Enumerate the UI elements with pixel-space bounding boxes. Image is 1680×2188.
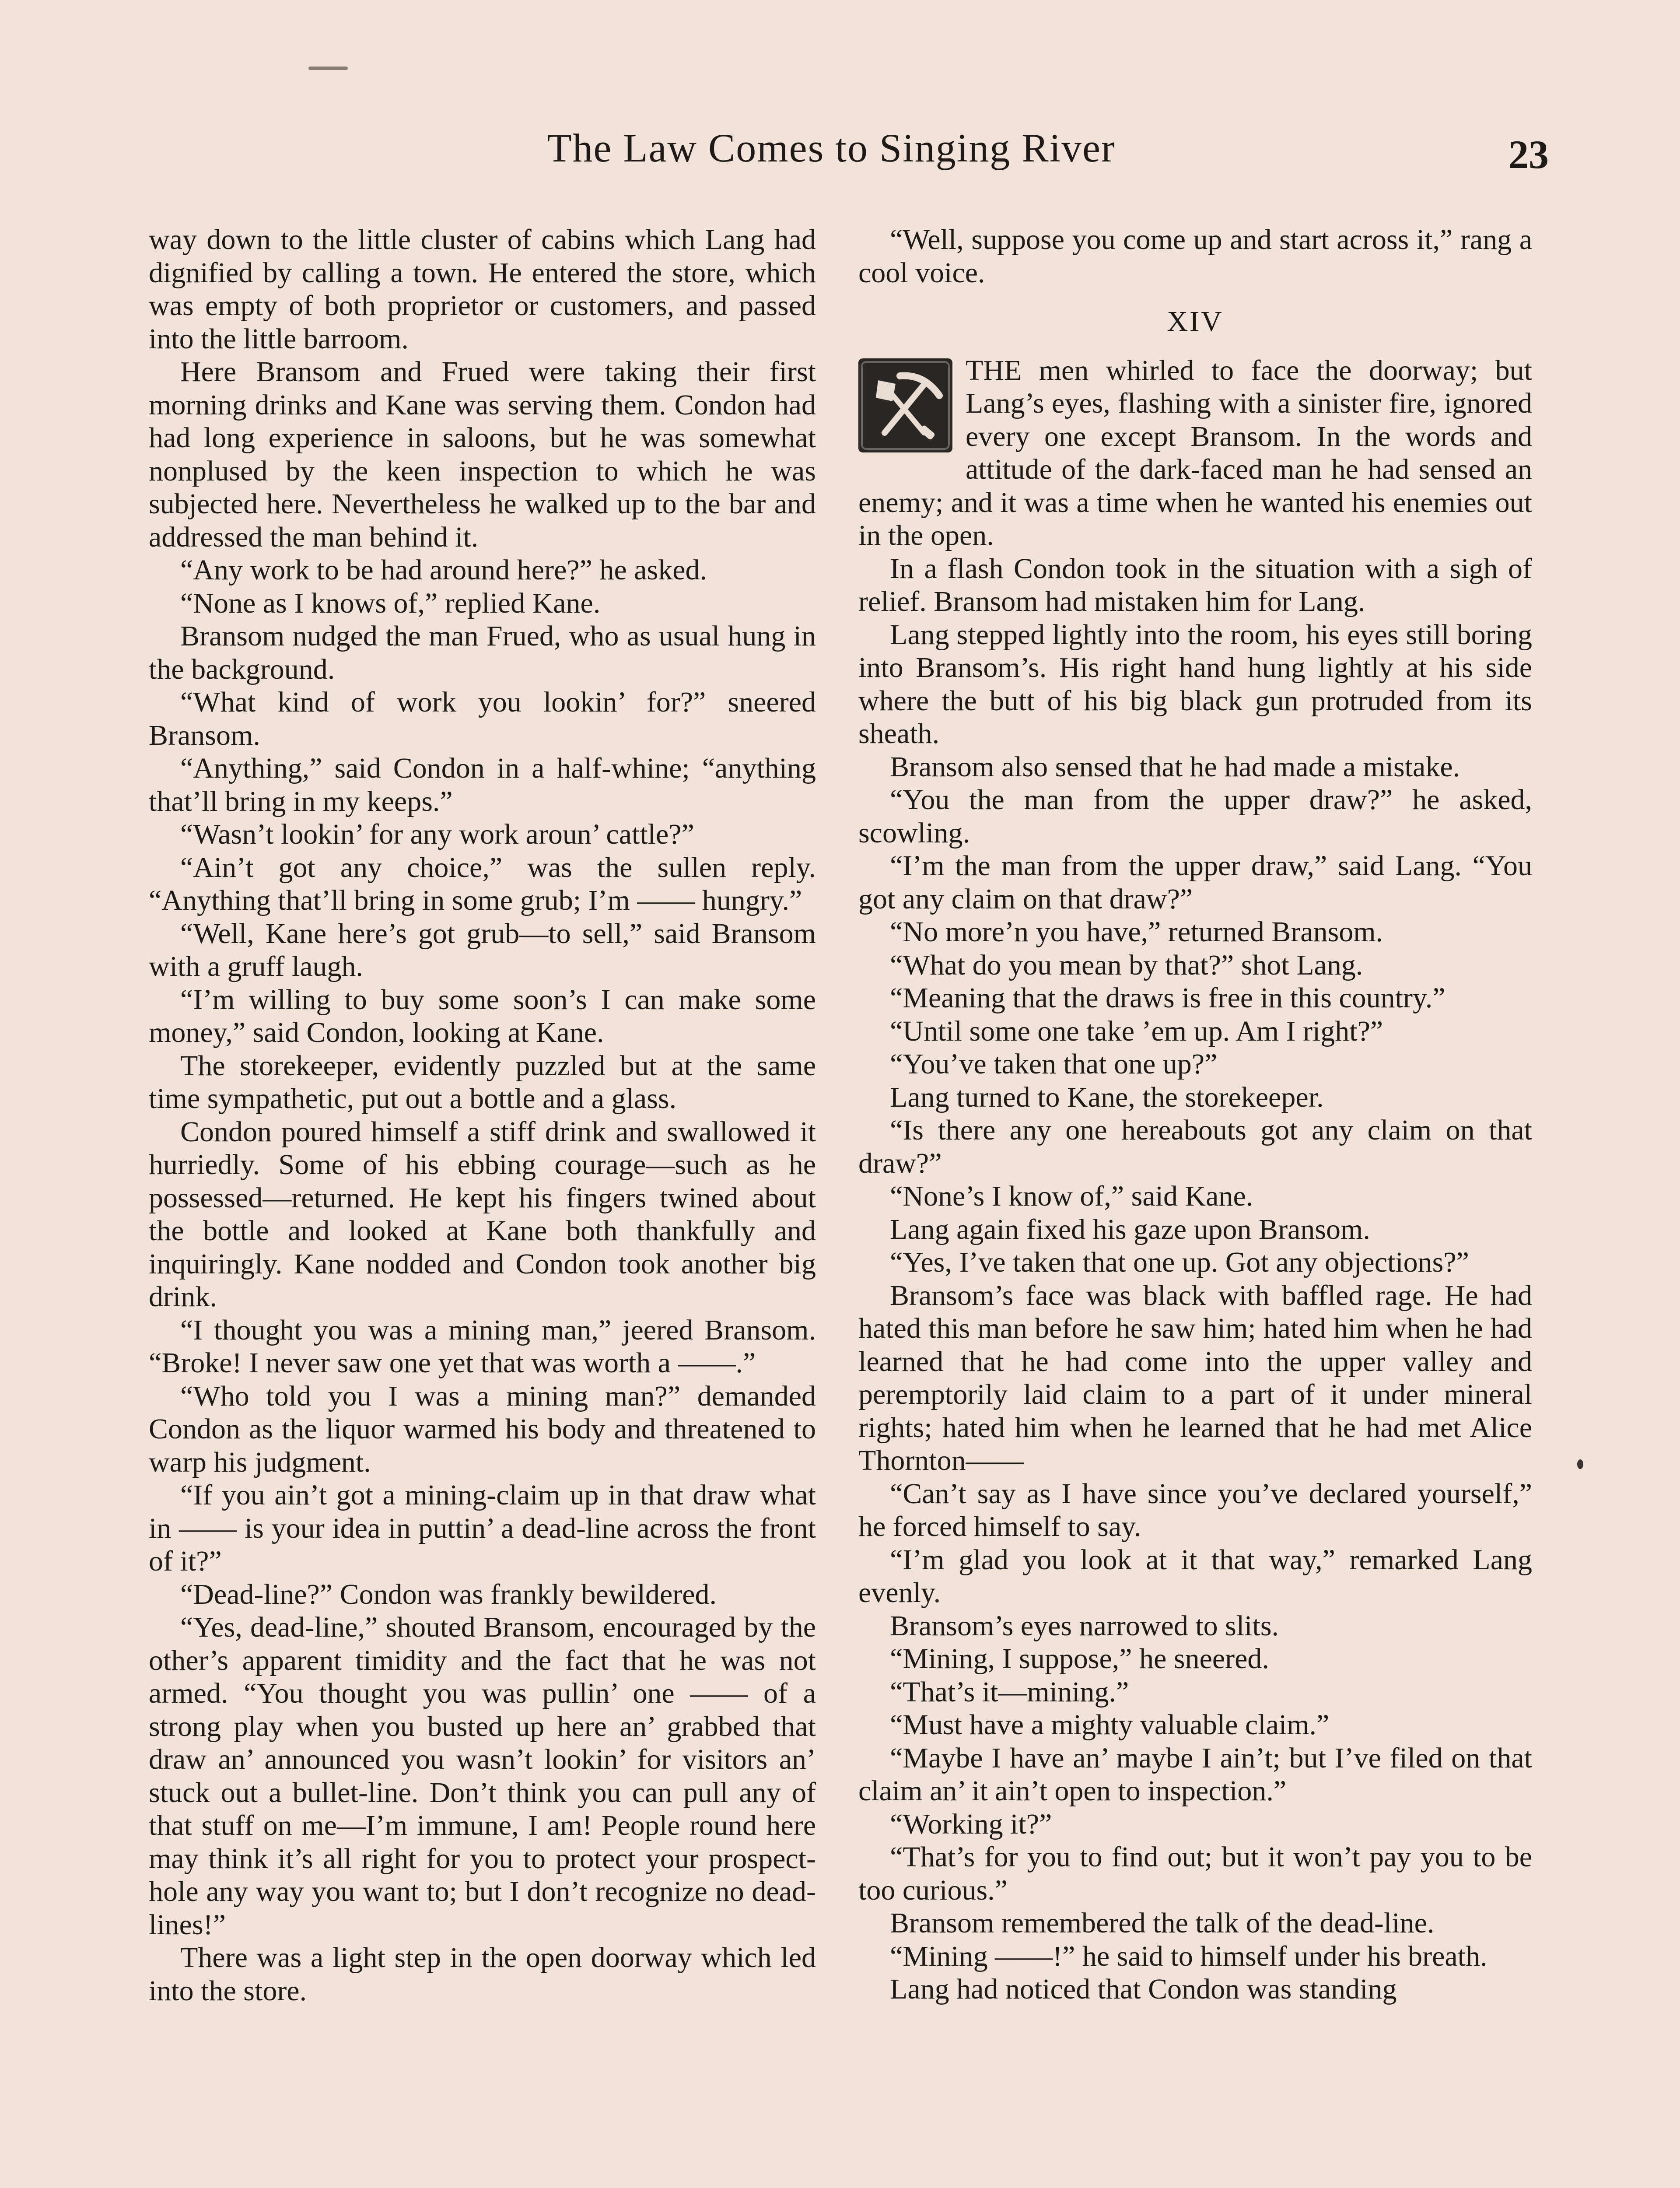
paragraph: Lang again fixed his gaze upon Bransom. [890,1213,1370,1245]
paragraph: “No more’n you have,” returned Bransom. [890,916,1383,948]
paragraph: Bransom’s eyes narrowed to slits. [890,1609,1279,1642]
paragraph: “If you ain’t got a mining-claim up in that draw what in —— is your idea in puttin’ a dead-line across the front of it?” [149,1479,816,1577]
paragraph: “Yes, I’ve taken that one up. Got any objections?” [890,1246,1469,1278]
paragraph: “Yes, dead-line,” shouted Bransom, encouraged by the other’s apparent timidity and the fact that he was not armed. “You thought you was pullin’ one —— of a strong play when you busted up here an’ grabbed that draw an’ announced you wasn’t lookin’ for visitors an’ stuck out a bullet-line. Don’t think you can pull any of that stuff on me—I’m immune, I am! People round here may think it’s all right for you to protect your prospect-hole any way you want to; but I don’t recognize no dead-lines!” [149,1611,816,1941]
paragraph: “Dead-line?” Condon was frankly bewildered. [180,1578,717,1610]
paragraph: Bransom remembered the talk of the dead-line. [890,1907,1435,1939]
print-speck [308,67,348,70]
paragraph: Lang stepped lightly into the room, his eyes still boring into Bransom’s. His right hand hung lightly at his side where the butt of his big black gun protruded from its sheath. [858,618,1532,750]
paragraph: “What kind of work you lookin’ for?” sneered Bransom. [149,686,816,751]
paragraph: There was a light step in the open doorway which led into the store. [149,1942,816,2007]
paragraph: “I’m the man from the upper draw,” said Lang. “You got any claim on that draw?” [858,850,1532,915]
right-column-intro [858,223,1532,289]
left-text-column [149,223,816,2007]
paragraph: “Working it?” [890,1808,1052,1840]
paragraph: “I’m willing to buy some soon’s I can make some money,” said Condon, looking at Kane. [149,983,816,1048]
paragraph: “Wasn’t lookin’ for any work aroun’ cattle?” [180,818,694,850]
paragraph: “You the man from the upper draw?” he asked, scowling. [858,784,1532,849]
paragraph: “That’s for you to find out; but it won’t pay you to be too curious.” [858,1841,1532,1906]
paragraph: “Any work to be had around here?” he asked. [180,554,707,586]
print-speck [1577,1459,1583,1469]
right-column-body [858,552,1532,2006]
paragraph: “None’s I know of,” said Kane. [890,1180,1253,1212]
paragraph: Here Bransom and Frued were taking their first morning drinks and Kane was serving them. Condon had had long experience in saloons, but he was somewhat nonplused by the keen inspection to which he was subjected here. Nevertheless he walked up to the bar and addressed the man behind it. [149,356,816,553]
paragraph: Lang had noticed that Condon was standing [890,1973,1397,2005]
section-first-paragraph: THE men whirled to face the doorway; but Lang’s eyes, flashing with a sinister fire, ignored every one except Bransom. In the words and attitude of the dark-faced man he had sensed an enemy; and it was a time when he wanted his enemies out in the open. [858,354,1532,551]
paragraph: Bransom’s face was black with baffled rage. He had hated this man before he saw him; hated him when he had learned that he had come into the upper valley and peremptorily laid claim to a part of it under mineral rights; hated him when he learned that he had met Alice Thornton—— [858,1279,1532,1476]
paragraph: Bransom nudged the man Frued, who as usual hung in the background. [149,620,816,685]
paragraph: “None as I knows of,” replied Kane. [180,587,601,619]
paragraph: “Anything,” said Condon in a half-whine; “anything that’ll bring in my keeps.” [149,752,816,817]
paragraph: “Ain’t got any choice,” was the sullen reply. “Anything that’ll bring in some grub; I’m —— hungry.” [149,851,816,916]
paragraph: Lang turned to Kane, the storekeeper. [890,1081,1324,1113]
paragraph: way down to the little cluster of cabins which Lang had dignified by calling a town. He entered the store, which was empty of both proprietor or customers, and passed into the little barroom. [149,224,816,355]
paragraph: “Who told you I was a mining man?” demanded Condon as the liquor warmed his body and threatened to warp his judgment. [149,1380,816,1478]
paragraph: “Well, Kane here’s got grub—to sell,” said Bransom with a gruff laugh. [149,917,816,982]
paragraph: “I’m glad you look at it that way,” remarked Lang evenly. [858,1543,1532,1609]
pick-and-shovel-icon [858,358,952,452]
paragraph: Condon poured himself a stiff drink and swallowed it hurriedly. Some of his ebbing courage—such as he possessed—returned. He kept his fingers twined about the bottle and looked at Kane both thankfully and inquiringly. Kane nodded and Condon took another big drink. [149,1115,816,1313]
paragraph: “Mining ——!” he said to himself under his breath. [890,1940,1488,1972]
paragraph: “What do you mean by that?” shot Lang. [890,949,1363,981]
paragraph: “Well, suppose you come up and start across it,” rang a cool voice. [858,224,1532,289]
paragraph: “Meaning that the draws is free in this country.” [890,982,1446,1014]
paragraph: “Is there any one hereabouts got any claim on that draw?” [858,1114,1532,1179]
running-title: The Law Comes to Singing River [547,126,1116,170]
chapter-opening [858,354,1532,552]
paragraph: In a flash Condon took in the situation with a sigh of relief. Bransom had mistaken him for Lang. [858,552,1532,617]
paragraph: “Must have a mighty valuable claim.” [890,1709,1330,1741]
paragraph: “I thought you was a mining man,” jeered Bransom. “Broke! I never saw one yet that was worth a ——.” [149,1314,816,1379]
paragraph: “That’s it—mining.” [890,1676,1129,1708]
page-number: 23 [1508,132,1549,177]
paragraph: “Maybe I have an’ maybe I ain’t; but I’ve filed on that claim an’ it ain’t open to inspection.” [858,1742,1532,1807]
paragraph: “Can’t say as I have since you’ve declared yourself,” he forced himself to say. [858,1477,1532,1543]
right-text-column [858,223,1532,2006]
paragraph: The storekeeper, evidently puzzled but at the same time sympathetic, put out a bottle and a glass. [149,1049,816,1115]
paragraph: “You’ve taken that one up?” [890,1048,1218,1080]
paragraph: “Until some one take ’em up. Am I right?” [890,1015,1383,1047]
section-heading: XIV [1167,305,1224,337]
paragraph: Bransom also sensed that he had made a mistake. [890,750,1460,783]
paragraph: “Mining, I suppose,” he sneered. [890,1643,1269,1675]
